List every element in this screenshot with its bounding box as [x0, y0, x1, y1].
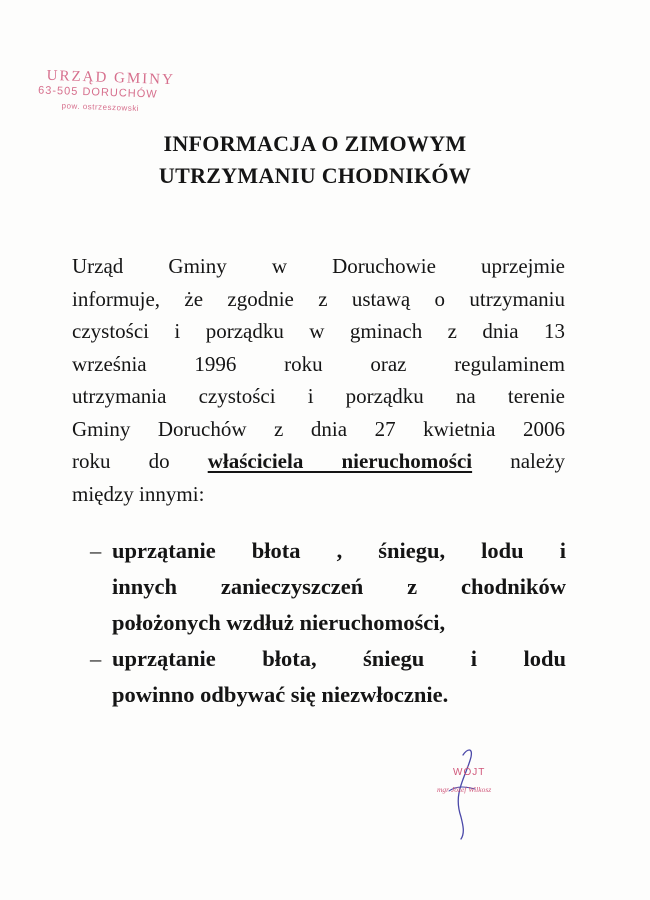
list-item	[90, 533, 566, 641]
paragraph-line: informuje, że zgodnie z ustawą o utrzymaniu	[72, 286, 565, 311]
office-stamp	[35, 67, 187, 124]
paragraph-line: między innymi:	[72, 481, 205, 506]
list-item-line: uprzątanie błota , śniegu, lodu i	[112, 538, 566, 563]
title-line-2: UTRZYMANIU CHODNIKÓW	[158, 163, 472, 188]
stamp-line-3: pow. ostrzeszowski	[61, 101, 140, 113]
paragraph-line: Urząd Gminy w Doruchowie uprzejmie	[72, 254, 565, 278]
list-item-line: uprzątanie błota, śniegu i lodu	[112, 646, 566, 671]
paragraph-line-owner	[72, 445, 565, 478]
obligations-list	[90, 533, 566, 713]
paragraph-line: września 1996 roku oraz regulaminem	[72, 351, 565, 376]
signature-block	[415, 745, 535, 845]
mayor-name-stamp: mgr Józef Wilkosz	[437, 785, 492, 794]
mayor-title-stamp: WÓJT	[453, 767, 486, 778]
dash-bullet: –	[90, 646, 102, 671]
paragraph-text: roku do	[72, 449, 208, 473]
list-item-line: położonych wzdłuż nieruchomości,	[112, 610, 446, 635]
body-paragraph	[72, 250, 565, 510]
paragraph-line: czystości i porządku w gminach z dnia 13	[72, 319, 565, 343]
handwritten-signature	[415, 745, 535, 845]
list-item	[90, 641, 566, 713]
stamp-line-1: URZĄD GMINY	[46, 67, 176, 89]
paragraph-line: utrzymania czystości i porządku na terenie	[72, 384, 565, 408]
paragraph-line: Gminy Doruchów z dnia 27 kwietnia 2006	[72, 416, 565, 441]
dash-bullet: –	[90, 538, 102, 563]
property-owner-emphasis: właściciela nieruchomości	[207, 449, 473, 473]
stamp-line-2: 63-505 DORUCHÓW	[37, 84, 158, 101]
document-title	[0, 128, 630, 192]
list-item-line: powinno odbywać się niezwłocznie.	[112, 682, 449, 707]
title-line-1: INFORMACJA O ZIMOWYM	[163, 131, 467, 156]
paragraph-text: należy	[472, 449, 566, 473]
list-item-line: innych zanieczyszczeń z chodników	[112, 574, 566, 599]
